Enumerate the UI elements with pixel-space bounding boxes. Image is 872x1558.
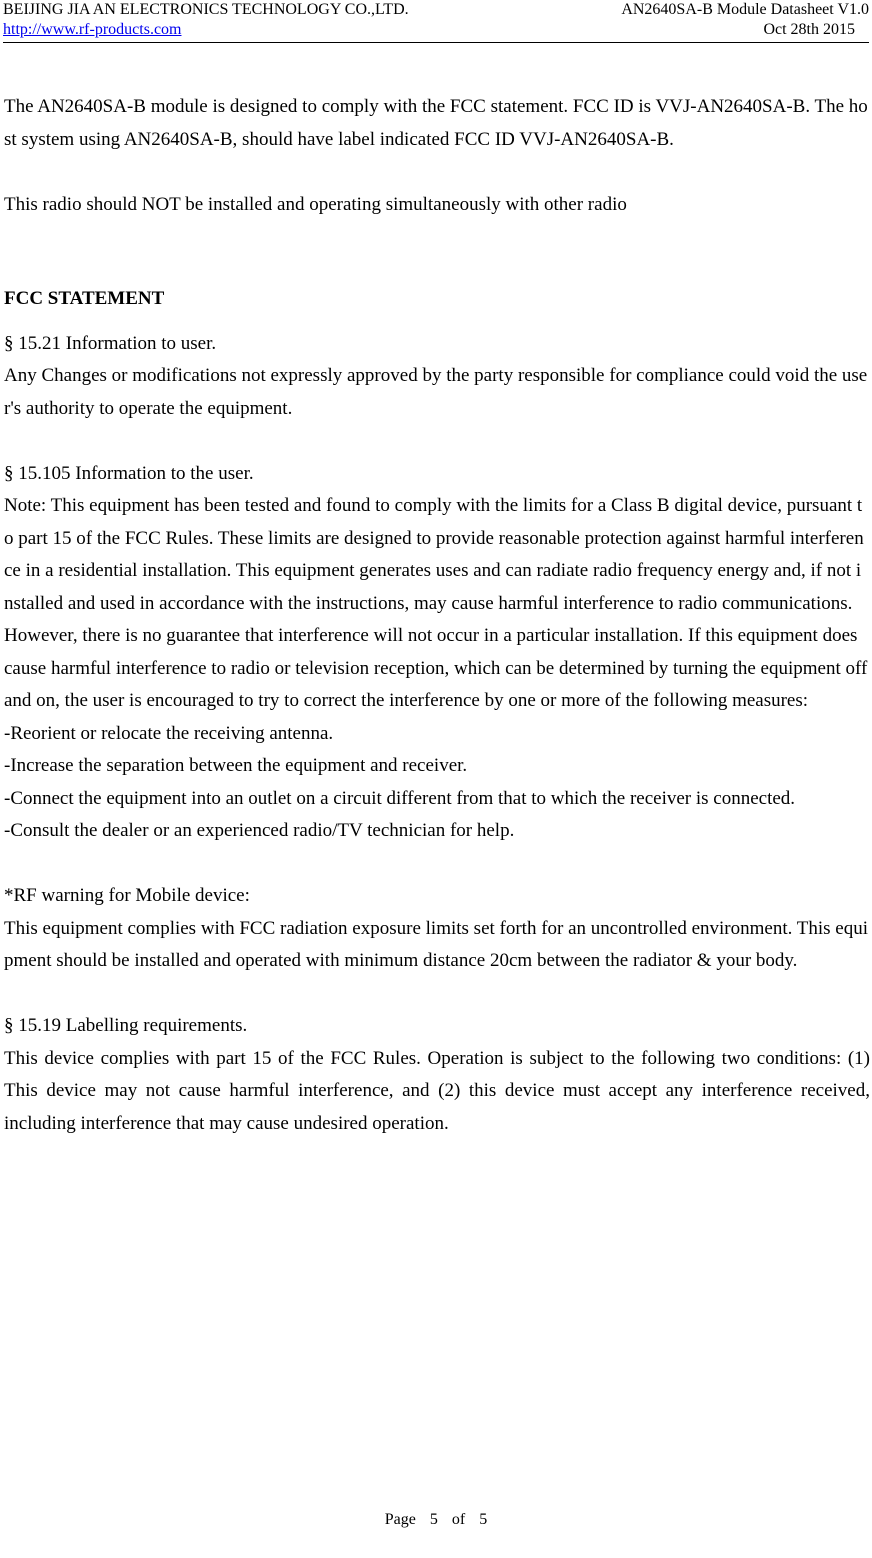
intro-paragraph: The AN2640SA-B module is designed to comply with the FCC statement. FCC ID is VVJ-AN2640SA-B. The host system using AN2640SA-B, should have label indicated FCC ID VVJ-AN2640SA-B. <box>4 96 868 150</box>
document-date: Oct 28th 2015 <box>763 21 855 38</box>
company-name: BEIJING JIA AN ELECTRONICS TECHNOLOGY CO.,LTD. <box>3 1 409 18</box>
page-header <box>3 0 869 43</box>
rf-warning-title: *RF warning for Mobile device: <box>4 885 250 906</box>
measure-item: -Reorient or relocate the receiving antenna. <box>4 722 334 744</box>
measure-item: -Connect the equipment into an outlet on a circuit different from that to which the receiver is connected. <box>4 787 796 809</box>
of-label: of <box>451 1511 466 1528</box>
section-heading: FCC STATEMENT <box>4 288 165 309</box>
section-15-19-text: This device complies with part 15 of the FCC Rules. Operation is subject to the following two conditions: (1) This device may not cause harmful interference, and (2) this device must accept any interference received, including interference that may cause undesired operation. <box>4 1047 870 1134</box>
section-15-105-title: § 15.105 Information to the user. <box>4 462 254 484</box>
measure-item: -Increase the separation between the equipment and receiver. <box>4 755 468 776</box>
page-number: 5 <box>429 1511 438 1528</box>
header-row-top <box>3 0 869 20</box>
measure-item: -Consult the dealer or an experienced radio/TV technician for help. <box>4 820 515 841</box>
section-15-19-title: § 15.19 Labelling requirements. <box>4 1015 248 1036</box>
rf-warning-text: This equipment complies with FCC radiation exposure limits set forth for an uncontrolled environment. This equipment should be installed and operated with minimum distance 20cm between the radiator & your body. <box>4 917 869 971</box>
section-15-21-text: Any Changes or modifications not expressly approved by the party responsible for compliance could void the user's authority to operate the equipment. <box>4 365 868 419</box>
page-footer <box>0 1508 872 1532</box>
total-pages: 5 <box>479 1511 488 1528</box>
section-15-21-title: § 15.21 Information to user. <box>4 332 217 354</box>
radio-note: This radio should NOT be installed and operating simultaneously with other radio <box>4 193 627 215</box>
document-title: AN2640SA-B Module Datasheet V1.0 <box>621 1 869 18</box>
website-link[interactable]: http://www.rf-products.com <box>3 21 182 38</box>
document-body <box>4 91 870 1140</box>
page-label: Page <box>384 1511 416 1528</box>
section-15-105-text: Note: This equipment has been tested and found to comply with the limits for a Class B digital device, pursuant to part 15 of the FCC Rules. These limits are designed to provide reasonable protection against harmful interference in a residential installation. This equipment generates uses and can radiate radio frequency energy and, if not installed and used in accordance with the instructions, may cause harmful interference to radio communications. However, there is no guarantee that interference will not occur in a particular installation. If this equipment does cause harmful interference to radio or television reception, which can be determined by turning the equipment off and on, the user is encouraged to try to correct the interference by one or more of the following measures: <box>4 495 868 711</box>
header-row-bottom <box>3 20 869 40</box>
